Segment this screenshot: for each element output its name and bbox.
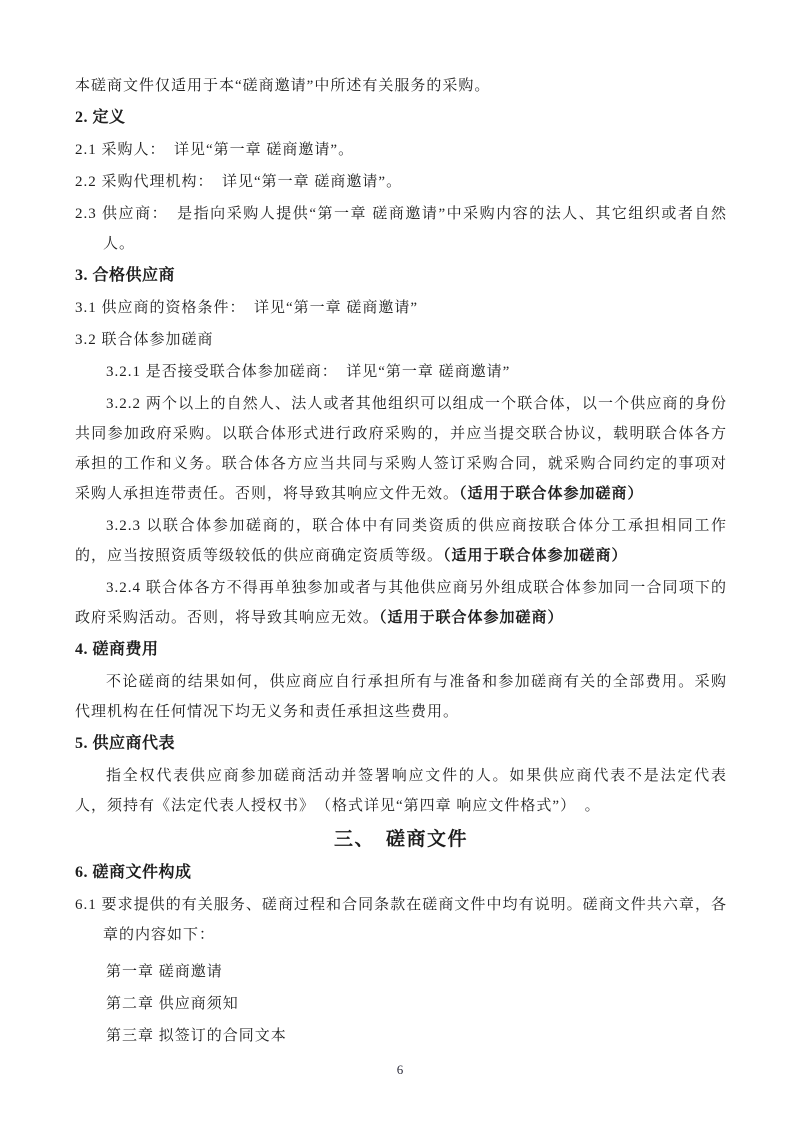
clause-3-2: 3.2 联合体参加磋商 <box>75 332 214 348</box>
clause-2-1: 2.1 采购人： 详见“第一章 磋商邀请”。 <box>75 142 355 158</box>
section-heading-document-composition: 6. 磋商文件构成 <box>75 864 192 881</box>
page-content <box>75 71 727 1053</box>
clause-3-2-2 <box>75 389 727 509</box>
clause-2-2: 2.2 采购代理机构： 详见“第一章 磋商邀请”。 <box>75 174 403 190</box>
chapter-title-consultation-documents: 三、 磋商文件 <box>333 829 468 850</box>
clause-3-1: 3.1 供应商的资格条件： 详见“第一章 磋商邀请” <box>75 300 419 316</box>
paragraph-supplier-representative: 指全权代表供应商参加磋商活动并签署响应文件的人。如果供应商代表不是法定代表人，须持有《法定代表人授权书》 （格式详见“第四章 响应文件格式”） 。 <box>75 768 727 814</box>
page-number: 6 <box>396 1062 404 1077</box>
clause-3-2-3 <box>75 511 727 571</box>
clause-3-2-2-note: （适用于联合体参加磋商） <box>459 486 644 502</box>
paragraph-consultation-fees: 不论磋商的结果如何，供应商应自行承担所有与准备和参加磋商有关的全部费用。采购代理机构在任何情况下均无义务和责任承担这些费用。 <box>75 674 727 720</box>
clause-2-3: 2.3 供应商： 是指向采购人提供“第一章 磋商邀请”中采购内容的法人、其它组织或者自然人。 <box>75 206 727 252</box>
clause-3-2-4-note: （适用于联合体参加磋商） <box>379 610 564 626</box>
clause-3-2-3-text: 3.2.3 以联合体参加磋商的，联合体中有同类资质的供应商按联合体分工承担相同工作的，应当按照资质等级较低的供应商确定资质等级。 <box>75 518 727 564</box>
section-heading-supplier-representative: 5. 供应商代表 <box>75 735 176 752</box>
chapter-list <box>75 957 727 1051</box>
clause-3-2-1: 3.2.1 是否接受联合体参加磋商： 详见“第一章 磋商邀请” <box>106 364 511 380</box>
section-heading-qualified-suppliers: 3. 合格供应商 <box>75 267 176 284</box>
paragraph-intro: 本磋商文件仅适用于本“磋商邀请”中所述有关服务的采购。 <box>75 78 491 94</box>
chapter-list-item-1: 第一章 磋商邀请 <box>106 964 223 980</box>
clause-6-1: 6.1 要求提供的有关服务、磋商过程和合同条款在磋商文件中均有说明。磋商文件共六章，各章的内容如下： <box>75 897 727 943</box>
chapter-list-item-3: 第三章 拟签订的合同文本 <box>106 1028 287 1044</box>
section-heading-definitions: 2. 定义 <box>75 109 126 126</box>
clause-3-2-3-note: （适用于联合体参加磋商） <box>443 548 628 564</box>
section-heading-consultation-fees: 4. 磋商费用 <box>75 641 159 658</box>
clause-3-2-2-text: 3.2.2 两个以上的自然人、法人或者其他组织可以组成一个联合体，以一个供应商的身份共同参加政府采购。以联合体形式进行政府采购的，并应当提交联合协议，载明联合体各方承担的工作和义务。联合体各方应当共同与采购人签订采购合同，就采购合同约定的事项对采购人承担连带责任。否则，将导致其响应文件无效。 <box>75 396 727 502</box>
chapter-list-item-2: 第二章 供应商须知 <box>106 996 239 1012</box>
clause-3-2-4 <box>75 573 727 633</box>
clause-3-2-4-text: 3.2.4 联合体各方不得再单独参加或者与其他供应商另外组成联合体参加同一合同项下的政府采购活动。否则，将导致其响应无效。 <box>75 580 727 626</box>
